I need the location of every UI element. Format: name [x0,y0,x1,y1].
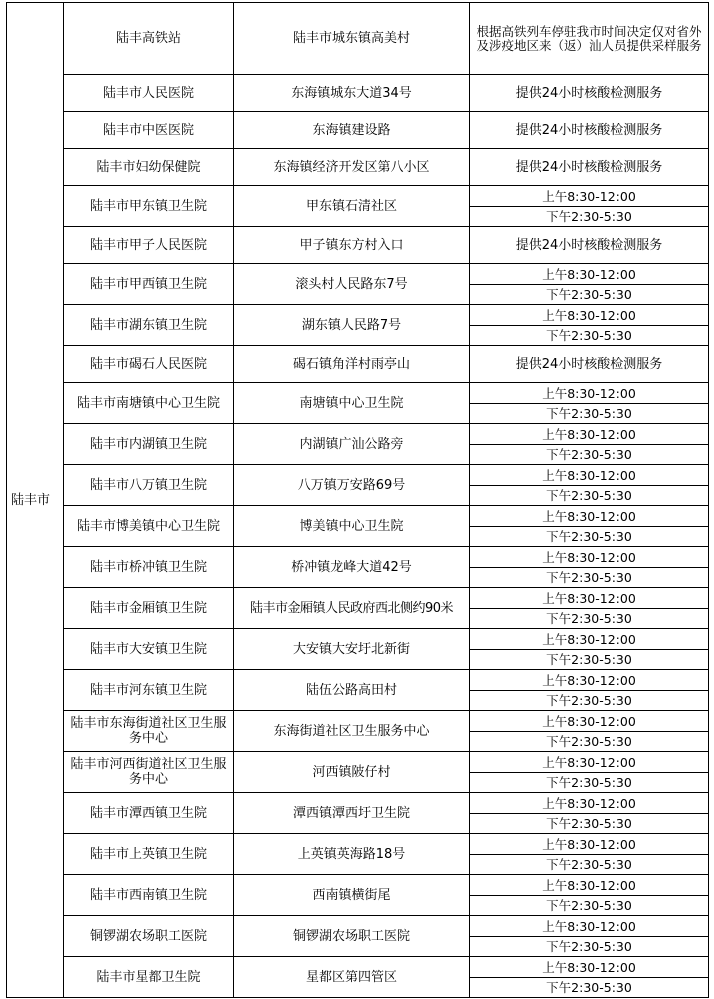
city-cell: 陆丰市 [7,3,64,998]
institution-name-cell: 陆丰市人民医院 [64,75,234,112]
institution-name-cell: 陆丰市中医医院 [64,112,234,149]
address-cell: 湖东镇人民路7号 [234,305,470,346]
afternoon-hours-cell: 下午2:30-5:30 [470,896,709,916]
table-row [7,875,709,896]
morning-hours-cell: 上午8:30-12:00 [470,465,709,486]
institution-name-cell: 陆丰市南塘镇中心卫生院 [64,383,234,424]
afternoon-hours-cell: 下午2:30-5:30 [470,773,709,793]
address-cell: 南塘镇中心卫生院 [234,383,470,424]
table-row [7,149,709,186]
morning-hours-cell: 上午8:30-12:00 [470,588,709,609]
afternoon-hours-cell: 下午2:30-5:30 [470,650,709,670]
institution-name-cell: 陆丰市八万镇卫生院 [64,465,234,506]
table-row [7,629,709,650]
morning-hours-cell: 上午8:30-12:00 [470,916,709,937]
address-cell: 甲子镇东方村入口 [234,227,470,264]
morning-hours-cell: 上午8:30-12:00 [470,506,709,527]
service-cell: 提供24小时核酸检测服务 [470,346,709,383]
address-cell: 甲东镇石清社区 [234,186,470,227]
address-cell: 桥冲镇龙峰大道42号 [234,547,470,588]
address-cell: 上英镇英海路18号 [234,834,470,875]
table-row [7,346,709,383]
institution-name-cell: 陆丰市妇幼保健院 [64,149,234,186]
table-row [7,112,709,149]
table-row [7,465,709,486]
site-address-cell: 陆丰市城东镇高美村 [234,3,470,75]
institution-name-cell: 陆丰市上英镇卫生院 [64,834,234,875]
address-cell: 陆丰市金厢镇人民政府西北侧约90米 [234,588,470,629]
morning-hours-cell: 上午8:30-12:00 [470,834,709,855]
afternoon-hours-cell: 下午2:30-5:30 [470,527,709,547]
afternoon-hours-cell: 下午2:30-5:30 [470,814,709,834]
institution-name-cell: 陆丰市河东镇卫生院 [64,670,234,711]
address-cell: 博美镇中心卫生院 [234,506,470,547]
afternoon-hours-cell: 下午2:30-5:30 [470,207,709,227]
address-cell: 滚头村人民路东7号 [234,264,470,305]
morning-hours-cell: 上午8:30-12:00 [470,264,709,285]
afternoon-hours-cell: 下午2:30-5:30 [470,978,709,998]
morning-hours-cell: 上午8:30-12:00 [470,752,709,773]
address-cell: 星都区第四管区 [234,957,470,998]
table-row [7,424,709,445]
table-row [7,711,709,732]
table-row [7,957,709,978]
address-cell: 潭西镇潭西圩卫生院 [234,793,470,834]
afternoon-hours-cell: 下午2:30-5:30 [470,691,709,711]
institution-name-cell: 铜锣湖农场职工医院 [64,916,234,957]
institution-name-cell: 陆丰市潭西镇卫生院 [64,793,234,834]
address-cell: 内湖镇广汕公路旁 [234,424,470,465]
table-body [7,3,709,998]
address-cell: 八万镇万安路69号 [234,465,470,506]
table-row [7,3,709,75]
institution-name-cell: 陆丰市内湖镇卫生院 [64,424,234,465]
morning-hours-cell: 上午8:30-12:00 [470,629,709,650]
table-row [7,588,709,609]
institution-name-cell: 陆丰市西南镇卫生院 [64,875,234,916]
institution-name-cell: 陆丰市金厢镇卫生院 [64,588,234,629]
morning-hours-cell: 上午8:30-12:00 [470,670,709,691]
address-cell: 东海镇城东大道34号 [234,75,470,112]
morning-hours-cell: 上午8:30-12:00 [470,793,709,814]
afternoon-hours-cell: 下午2:30-5:30 [470,937,709,957]
table-row [7,305,709,326]
afternoon-hours-cell: 下午2:30-5:30 [470,855,709,875]
table-row [7,834,709,855]
afternoon-hours-cell: 下午2:30-5:30 [470,326,709,346]
institution-name-cell: 陆丰市甲子人民医院 [64,227,234,264]
service-cell: 提供24小时核酸检测服务 [470,149,709,186]
morning-hours-cell: 上午8:30-12:00 [470,711,709,732]
afternoon-hours-cell: 下午2:30-5:30 [470,732,709,752]
table-row [7,186,709,207]
afternoon-hours-cell: 下午2:30-5:30 [470,609,709,629]
address-cell: 东海街道社区卫生服务中心 [234,711,470,752]
institution-name-cell: 陆丰市星都卫生院 [64,957,234,998]
address-cell: 碣石镇角洋村雨亭山 [234,346,470,383]
address-cell: 陆伍公路高田村 [234,670,470,711]
institution-name-cell: 陆丰市湖东镇卫生院 [64,305,234,346]
site-name-cell: 陆丰高铁站 [64,3,234,75]
afternoon-hours-cell: 下午2:30-5:30 [470,486,709,506]
table-row [7,264,709,285]
table-row [7,916,709,937]
afternoon-hours-cell: 下午2:30-5:30 [470,285,709,305]
institution-name-cell: 陆丰市桥冲镇卫生院 [64,547,234,588]
table-row [7,383,709,404]
table-row [7,670,709,691]
institution-name-cell: 陆丰市河西街道社区卫生服务中心 [64,752,234,793]
address-cell: 河西镇陂仔村 [234,752,470,793]
institution-name-cell: 陆丰市大安镇卫生院 [64,629,234,670]
morning-hours-cell: 上午8:30-12:00 [470,186,709,207]
address-cell: 东海镇经济开发区第八小区 [234,149,470,186]
morning-hours-cell: 上午8:30-12:00 [470,957,709,978]
table-row [7,227,709,264]
morning-hours-cell: 上午8:30-12:00 [470,547,709,568]
service-cell: 提供24小时核酸检测服务 [470,112,709,149]
table-row [7,752,709,773]
institution-name-cell: 陆丰市博美镇中心卫生院 [64,506,234,547]
address-cell: 东海镇建设路 [234,112,470,149]
table-row [7,793,709,814]
service-cell: 提供24小时核酸检测服务 [470,227,709,264]
morning-hours-cell: 上午8:30-12:00 [470,875,709,896]
morning-hours-cell: 上午8:30-12:00 [470,424,709,445]
address-cell: 大安镇大安圩北新街 [234,629,470,670]
afternoon-hours-cell: 下午2:30-5:30 [470,445,709,465]
testing-sites-table-wrapper [6,2,709,998]
institution-name-cell: 陆丰市甲东镇卫生院 [64,186,234,227]
institution-name-cell: 陆丰市东海街道社区卫生服务中心 [64,711,234,752]
table-row [7,75,709,112]
address-cell: 铜锣湖农场职工医院 [234,916,470,957]
service-cell: 提供24小时核酸检测服务 [470,75,709,112]
morning-hours-cell: 上午8:30-12:00 [470,383,709,404]
institution-name-cell: 陆丰市甲西镇卫生院 [64,264,234,305]
morning-hours-cell: 上午8:30-12:00 [470,305,709,326]
address-cell: 西南镇横街尾 [234,875,470,916]
service-note-cell: 根据高铁列车停驻我市时间决定仅对省外及涉疫地区来（返）汕人员提供采样服务 [470,3,709,75]
table-row [7,506,709,527]
institution-name-cell: 陆丰市碣石人民医院 [64,346,234,383]
testing-sites-table [6,2,709,998]
table-row [7,547,709,568]
afternoon-hours-cell: 下午2:30-5:30 [470,568,709,588]
afternoon-hours-cell: 下午2:30-5:30 [470,404,709,424]
